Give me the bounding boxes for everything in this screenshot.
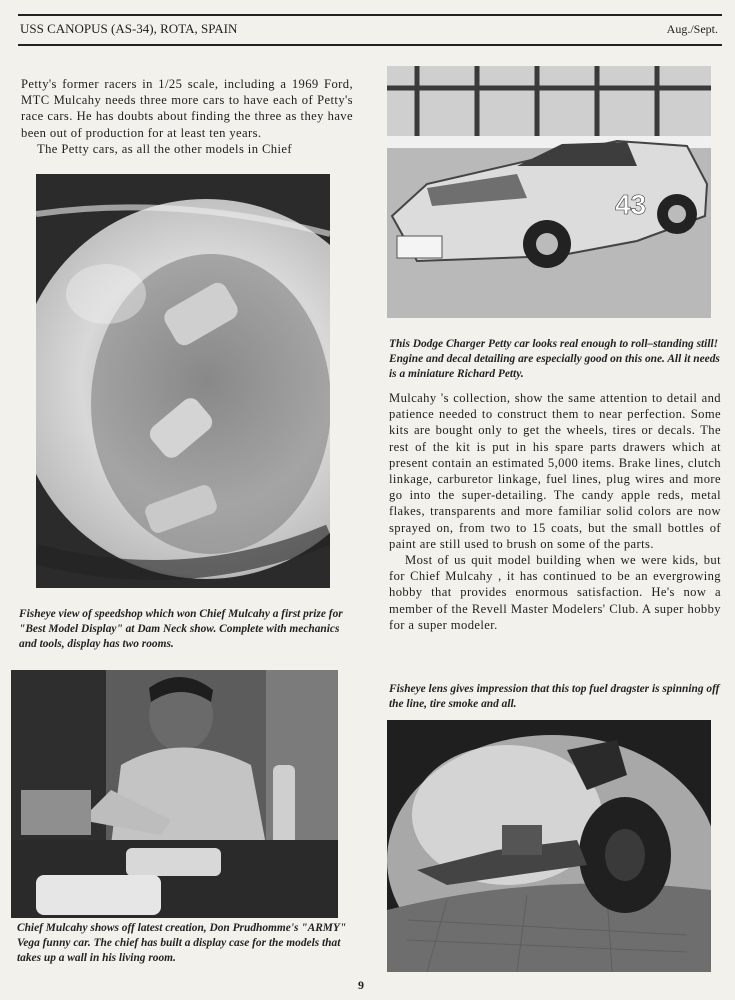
- car-number: 43: [615, 189, 647, 220]
- chief-mulcahy-photo: [11, 670, 338, 918]
- issue-date: Aug./Sept.: [666, 22, 718, 36]
- speedshop-fisheye-photo: [36, 174, 330, 588]
- charger-caption: This Dodge Charger Petty car looks real enough to roll–standing still! Engine and decal detailing are especially good on this one. All it needs is a miniature Richard Petty.: [389, 338, 720, 380]
- dragster-fisheye-photo: [387, 720, 711, 972]
- left-intro-text: [21, 76, 353, 157]
- dodge-charger-photo: [387, 66, 711, 318]
- right-paragraph-2: Most of us quit model building when we were kids, but for Chief Mulcahy , it has continued to be an evergrowing hobby that provides enormous satisfaction. He's now a member of the Revell Master Modelers' Club. A super hobby for a super modeler.: [389, 553, 721, 632]
- page-header: [18, 14, 722, 46]
- page-number: 9: [358, 978, 364, 992]
- dragster-caption: Fisheye lens gives impression that this top fuel dragster is spinning off the line, tire smoke and all.: [389, 683, 720, 710]
- publication-title: USS CANOPUS (AS-34), ROTA, SPAIN: [20, 21, 238, 36]
- chief-caption: Chief Mulcahy shows off latest creation, Don Prudhomme's "ARMY" Vega funny car. The chief has built a display case for the models that takes up a wall in his living room.: [17, 922, 347, 964]
- speedshop-caption: Fisheye view of speedshop which won Chief Mulcahy a first prize for "Best Model Display" at Dam Neck show. Complete with mechanics and tools, display has two rooms.: [19, 608, 343, 650]
- right-paragraph-1: Mulcahy 's collection, show the same attention to detail and patience needed to construct them to near perfection. Some kits are bought only to get the wheels, tires or decals. The rest of the kit is put in his spare parts drawers which at present contain an estimated 5,000 items. Brake lines, clutch linkage, carburetor linkage, fuel lines, plug wires and more go into the super-detailing. The candy apple reds, metal flakes, transparents and more familiar solid colors are now sprayed on, from two to 15 coats, but the small bottles of paint are still used to brush on some of the parts.: [389, 391, 721, 551]
- left-paragraph-1: Petty's former racers in 1/25 scale, including a 1969 Ford, MTC Mulcahy needs three more cars to have each of Petty's race cars. He has doubts about finding the three as they have been out of production for at least ten years.: [21, 77, 353, 140]
- right-body-text: [389, 390, 721, 633]
- left-paragraph-2: The Petty cars, as all the other models in Chief: [37, 141, 292, 156]
